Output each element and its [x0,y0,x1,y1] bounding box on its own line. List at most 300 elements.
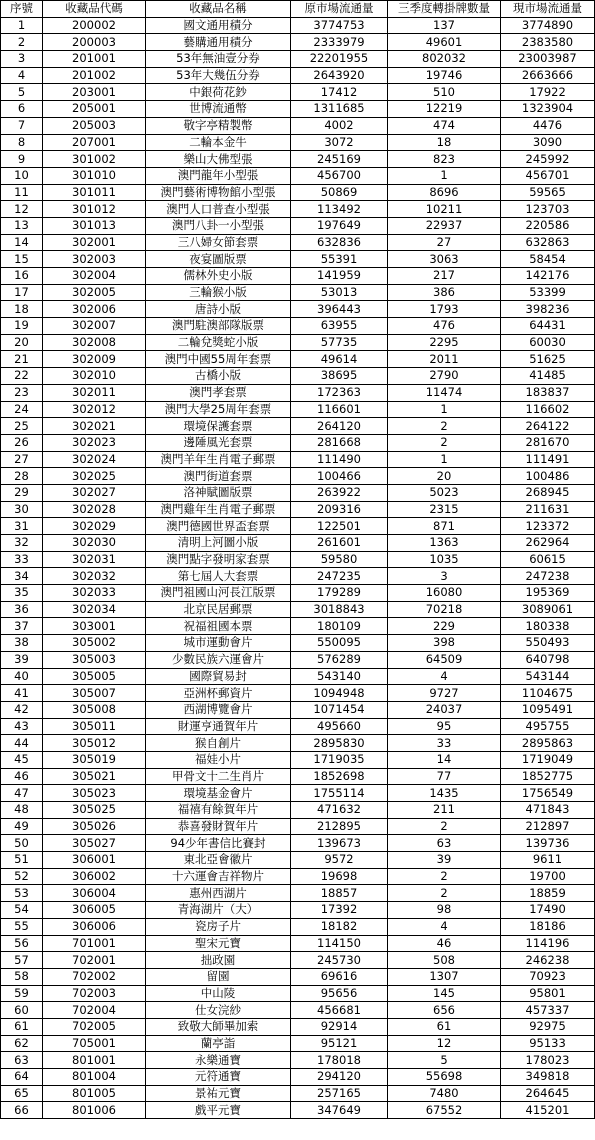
cell-q3-listing: 12219 [388,101,501,118]
cell-name: 環境保護套票 [146,418,291,435]
cell-current-circulation: 64431 [501,318,595,335]
cell-seq: 62 [1,1035,43,1052]
cell-original-circulation: 57735 [291,334,388,351]
cell-code: 305007 [43,685,146,702]
cell-seq: 9 [1,151,43,168]
cell-current-circulation: 245992 [501,151,595,168]
cell-seq: 4 [1,67,43,84]
cell-name: 戲平元寶 [146,1102,291,1119]
cell-current-circulation: 183837 [501,384,595,401]
cell-current-circulation: 18859 [501,885,595,902]
cell-current-circulation: 53399 [501,284,595,301]
cell-original-circulation: 576289 [291,651,388,668]
cell-original-circulation: 69616 [291,968,388,985]
cell-name: 國際貿易封 [146,668,291,685]
cell-code: 200002 [43,17,146,34]
cell-current-circulation: 349818 [501,1069,595,1086]
table-row [1,1018,595,1035]
cell-code: 801005 [43,1085,146,1102]
table-row [1,434,595,451]
cell-q3-listing: 63 [388,835,501,852]
cell-original-circulation: 495660 [291,718,388,735]
table-body [1,17,595,1118]
cell-q3-listing: 1 [388,451,501,468]
cell-q3-listing: 22937 [388,217,501,234]
cell-current-circulation: 264645 [501,1085,595,1102]
cell-q3-listing: 2011 [388,351,501,368]
cell-name: 景祐元寶 [146,1085,291,1102]
cell-code: 305002 [43,635,146,652]
cell-name: 古橋小版 [146,368,291,385]
cell-seq: 61 [1,1018,43,1035]
cell-q3-listing: 8696 [388,184,501,201]
cell-original-circulation: 245169 [291,151,388,168]
cell-seq: 3 [1,51,43,68]
cell-original-circulation: 3072 [291,134,388,151]
cell-name: 敬字亭精製幣 [146,117,291,134]
table-row [1,117,595,134]
cell-q3-listing: 2295 [388,334,501,351]
table-row [1,701,595,718]
table-row [1,551,595,568]
cell-q3-listing: 9727 [388,685,501,702]
header-seq: 序號 [1,1,43,18]
cell-seq: 20 [1,334,43,351]
cell-q3-listing: 70218 [388,601,501,618]
header-original-circulation: 原市場流通量 [291,1,388,18]
cell-code: 801004 [43,1069,146,1086]
cell-name: 蘭亭詣 [146,1035,291,1052]
cell-q3-listing: 67552 [388,1102,501,1119]
cell-name: 十六運會吉祥物片 [146,868,291,885]
cell-name: 53年無油壹分券 [146,51,291,68]
cell-name: 瓷房子片 [146,918,291,935]
cell-code: 702004 [43,1002,146,1019]
cell-code: 302005 [43,284,146,301]
cell-current-circulation: 1095491 [501,701,595,718]
table-row [1,17,595,34]
cell-q3-listing: 1307 [388,968,501,985]
cell-q3-listing: 5 [388,1052,501,1069]
cell-name: 世博流通幣 [146,101,291,118]
cell-original-circulation: 17392 [291,902,388,919]
cell-seq: 64 [1,1069,43,1086]
cell-name: 財運亨通賀年片 [146,718,291,735]
cell-q3-listing: 3063 [388,251,501,268]
cell-current-circulation: 632863 [501,234,595,251]
cell-q3-listing: 33 [388,735,501,752]
cell-code: 302027 [43,484,146,501]
table-row [1,868,595,885]
cell-q3-listing: 2 [388,434,501,451]
cell-name: 致敬大師畢加索 [146,1018,291,1035]
cell-name: 青海湖片（大） [146,902,291,919]
header-code: 收藏品代碼 [43,1,146,18]
cell-current-circulation: 1323904 [501,101,595,118]
cell-q3-listing: 474 [388,117,501,134]
table-row [1,284,595,301]
cell-current-circulation: 111491 [501,451,595,468]
cell-seq: 12 [1,201,43,218]
cell-seq: 34 [1,568,43,585]
cell-name: 惠州西湖片 [146,885,291,902]
cell-q3-listing: 1 [388,167,501,184]
cell-current-circulation: 139736 [501,835,595,852]
cell-original-circulation: 17412 [291,84,388,101]
cell-name: 中銀荷花鈔 [146,84,291,101]
cell-code: 302012 [43,401,146,418]
cell-seq: 23 [1,384,43,401]
table-row [1,184,595,201]
cell-name: 永樂通寶 [146,1052,291,1069]
cell-q3-listing: 55698 [388,1069,501,1086]
table-row [1,468,595,485]
cell-name: 澳門龍年小型張 [146,167,291,184]
cell-q3-listing: 14 [388,751,501,768]
cell-original-circulation: 141959 [291,268,388,285]
table-row [1,1085,595,1102]
cell-current-circulation: 60030 [501,334,595,351]
cell-q3-listing: 4 [388,668,501,685]
cell-original-circulation: 18857 [291,885,388,902]
cell-name: 仕女浣紗 [146,1002,291,1019]
cell-code: 302021 [43,418,146,435]
cell-current-circulation: 2895863 [501,735,595,752]
cell-original-circulation: 59580 [291,551,388,568]
cell-current-circulation: 2383580 [501,34,595,51]
cell-name: 94少年書信比賽封 [146,835,291,852]
cell-current-circulation: 116602 [501,401,595,418]
cell-name: 樂山大佛型張 [146,151,291,168]
cell-q3-listing: 64509 [388,651,501,668]
cell-seq: 41 [1,685,43,702]
cell-seq: 36 [1,601,43,618]
cell-name: 亞洲杯郵資片 [146,685,291,702]
cell-current-circulation: 70923 [501,968,595,985]
cell-original-circulation: 53013 [291,284,388,301]
cell-name: 澳門駐澳部隊版票 [146,318,291,335]
header-q3-listing: 三季度轉掛牌數量 [388,1,501,18]
cell-q3-listing: 46 [388,935,501,952]
cell-seq: 5 [1,84,43,101]
cell-q3-listing: 217 [388,268,501,285]
cell-current-circulation: 456701 [501,167,595,184]
table-row [1,451,595,468]
cell-q3-listing: 823 [388,151,501,168]
cell-seq: 63 [1,1052,43,1069]
cell-seq: 45 [1,751,43,768]
cell-code: 302024 [43,451,146,468]
cell-code: 201002 [43,67,146,84]
cell-seq: 39 [1,651,43,668]
cell-q3-listing: 508 [388,952,501,969]
cell-original-circulation: 456700 [291,167,388,184]
cell-seq: 42 [1,701,43,718]
cell-original-circulation: 632836 [291,234,388,251]
cell-current-circulation: 3089061 [501,601,595,618]
cell-current-circulation: 51625 [501,351,595,368]
cell-name: 東北亞會徽片 [146,852,291,869]
cell-seq: 33 [1,551,43,568]
cell-q3-listing: 2315 [388,501,501,518]
table-row [1,535,595,552]
cell-q3-listing: 2 [388,868,501,885]
cell-code: 301011 [43,184,146,201]
cell-seq: 30 [1,501,43,518]
cell-q3-listing: 98 [388,902,501,919]
cell-code: 306002 [43,868,146,885]
cell-code: 305011 [43,718,146,735]
cell-code: 702001 [43,952,146,969]
cell-seq: 1 [1,17,43,34]
cell-seq: 10 [1,167,43,184]
cell-current-circulation: 247238 [501,568,595,585]
cell-code: 305023 [43,785,146,802]
cell-seq: 55 [1,918,43,935]
cell-original-circulation: 38695 [291,368,388,385]
cell-code: 702002 [43,968,146,985]
cell-q3-listing: 145 [388,985,501,1002]
cell-current-circulation: 4476 [501,117,595,134]
table-row [1,101,595,118]
table-row [1,1052,595,1069]
table-row [1,201,595,218]
cell-seq: 19 [1,318,43,335]
cell-seq: 57 [1,952,43,969]
cell-original-circulation: 1311685 [291,101,388,118]
cell-name: 環境基金會片 [146,785,291,802]
cell-q3-listing: 20 [388,468,501,485]
cell-q3-listing: 4 [388,918,501,935]
cell-original-circulation: 1755114 [291,785,388,802]
cell-q3-listing: 12 [388,1035,501,1052]
cell-code: 203001 [43,84,146,101]
cell-original-circulation: 263922 [291,484,388,501]
table-row [1,651,595,668]
header-row [1,1,595,18]
cell-name: 澳門街道套票 [146,468,291,485]
cell-code: 702005 [43,1018,146,1035]
cell-code: 302031 [43,551,146,568]
cell-code: 305025 [43,802,146,819]
cell-current-circulation: 211631 [501,501,595,518]
cell-current-circulation: 18186 [501,918,595,935]
cell-current-circulation: 180338 [501,618,595,635]
cell-code: 201001 [43,51,146,68]
cell-seq: 21 [1,351,43,368]
cell-q3-listing: 1793 [388,301,501,318]
cell-original-circulation: 178018 [291,1052,388,1069]
cell-original-circulation: 261601 [291,535,388,552]
cell-original-circulation: 1071454 [291,701,388,718]
cell-code: 302008 [43,334,146,351]
table-row [1,501,595,518]
cell-original-circulation: 1852698 [291,768,388,785]
table-row [1,785,595,802]
cell-original-circulation: 9572 [291,852,388,869]
cell-seq: 51 [1,852,43,869]
cell-code: 302030 [43,535,146,552]
cell-code: 302003 [43,251,146,268]
cell-q3-listing: 39 [388,852,501,869]
cell-original-circulation: 294120 [291,1069,388,1086]
cell-q3-listing: 95 [388,718,501,735]
cell-q3-listing: 871 [388,518,501,535]
header-name: 收藏品名稱 [146,1,291,18]
cell-current-circulation: 246238 [501,952,595,969]
cell-seq: 7 [1,117,43,134]
cell-q3-listing: 11474 [388,384,501,401]
cell-current-circulation: 262964 [501,535,595,552]
cell-original-circulation: 247235 [291,568,388,585]
table-row [1,384,595,401]
cell-code: 305005 [43,668,146,685]
cell-name: 邊陲風光套票 [146,434,291,451]
cell-seq: 27 [1,451,43,468]
table-row [1,318,595,335]
table-row [1,167,595,184]
cell-code: 302011 [43,384,146,401]
cell-current-circulation: 41485 [501,368,595,385]
cell-current-circulation: 281670 [501,434,595,451]
cell-seq: 50 [1,835,43,852]
cell-name: 國文通用積分 [146,17,291,34]
table-row [1,735,595,752]
cell-original-circulation: 116601 [291,401,388,418]
cell-q3-listing: 2 [388,885,501,902]
cell-code: 303001 [43,618,146,635]
cell-name: 城市運動會片 [146,635,291,652]
cell-original-circulation: 49614 [291,351,388,368]
cell-code: 302004 [43,268,146,285]
cell-seq: 40 [1,668,43,685]
cell-name: 西湖博覽會片 [146,701,291,718]
cell-seq: 47 [1,785,43,802]
cell-code: 302006 [43,301,146,318]
cell-q3-listing: 7480 [388,1085,501,1102]
table-row [1,134,595,151]
cell-seq: 8 [1,134,43,151]
cell-name: 清明上河圖小版 [146,535,291,552]
cell-name: 澳門人口普查小型張 [146,201,291,218]
cell-q3-listing: 77 [388,768,501,785]
cell-seq: 16 [1,268,43,285]
cell-seq: 25 [1,418,43,435]
cell-code: 205001 [43,101,146,118]
cell-q3-listing: 3 [388,568,501,585]
cell-original-circulation: 122501 [291,518,388,535]
cell-q3-listing: 656 [388,1002,501,1019]
cell-code: 701001 [43,935,146,952]
cell-name: 第七屆人大套票 [146,568,291,585]
cell-code: 305027 [43,835,146,852]
cell-original-circulation: 456681 [291,1002,388,1019]
cell-original-circulation: 396443 [291,301,388,318]
cell-current-circulation: 457337 [501,1002,595,1019]
cell-q3-listing: 5023 [388,484,501,501]
cell-current-circulation: 17490 [501,902,595,919]
cell-q3-listing: 211 [388,802,501,819]
cell-original-circulation: 114150 [291,935,388,952]
cell-name: 藝購通用積分 [146,34,291,51]
cell-seq: 56 [1,935,43,952]
cell-current-circulation: 123703 [501,201,595,218]
cell-current-circulation: 550493 [501,635,595,652]
cell-q3-listing: 386 [388,284,501,301]
cell-name: 三輪猴小版 [146,284,291,301]
cell-original-circulation: 2895830 [291,735,388,752]
cell-code: 302010 [43,368,146,385]
table-row [1,585,595,602]
cell-code: 302025 [43,468,146,485]
cell-current-circulation: 1719049 [501,751,595,768]
cell-original-circulation: 111490 [291,451,388,468]
cell-original-circulation: 543140 [291,668,388,685]
cell-seq: 6 [1,101,43,118]
cell-name: 三八婦女節套票 [146,234,291,251]
table-row [1,618,595,635]
cell-q3-listing: 398 [388,635,501,652]
cell-seq: 32 [1,535,43,552]
cell-name: 中山陵 [146,985,291,1002]
table-row [1,268,595,285]
cell-code: 305026 [43,818,146,835]
table-row [1,685,595,702]
cell-q3-listing: 24037 [388,701,501,718]
table-row [1,601,595,618]
cell-code: 305019 [43,751,146,768]
cell-name: 澳門藝術博物館小型張 [146,184,291,201]
cell-name: 二輪本金牛 [146,134,291,151]
table-row [1,518,595,535]
cell-original-circulation: 1719035 [291,751,388,768]
cell-code: 305003 [43,651,146,668]
table-row [1,1035,595,1052]
cell-q3-listing: 2 [388,818,501,835]
cell-q3-listing: 27 [388,234,501,251]
cell-name: 洛神賦圖版票 [146,484,291,501]
cell-current-circulation: 95801 [501,985,595,1002]
table-row [1,818,595,835]
cell-name: 少數民族六運會片 [146,651,291,668]
cell-current-circulation: 114196 [501,935,595,952]
table-row [1,51,595,68]
cell-current-circulation: 142176 [501,268,595,285]
cell-name: 拙政園 [146,952,291,969]
cell-code: 305012 [43,735,146,752]
cell-seq: 15 [1,251,43,268]
cell-original-circulation: 92914 [291,1018,388,1035]
cell-seq: 26 [1,434,43,451]
cell-q3-listing: 2 [388,418,501,435]
cell-code: 205003 [43,117,146,134]
cell-code: 306005 [43,902,146,919]
cell-original-circulation: 3774753 [291,17,388,34]
table-row [1,234,595,251]
cell-current-circulation: 1756549 [501,785,595,802]
cell-original-circulation: 257165 [291,1085,388,1102]
cell-original-circulation: 113492 [291,201,388,218]
cell-current-circulation: 3774890 [501,17,595,34]
cell-code: 305021 [43,768,146,785]
table-row [1,751,595,768]
cell-q3-listing: 1435 [388,785,501,802]
cell-original-circulation: 347649 [291,1102,388,1119]
cell-seq: 60 [1,1002,43,1019]
cell-current-circulation: 95133 [501,1035,595,1052]
table-row [1,251,595,268]
table-row [1,935,595,952]
